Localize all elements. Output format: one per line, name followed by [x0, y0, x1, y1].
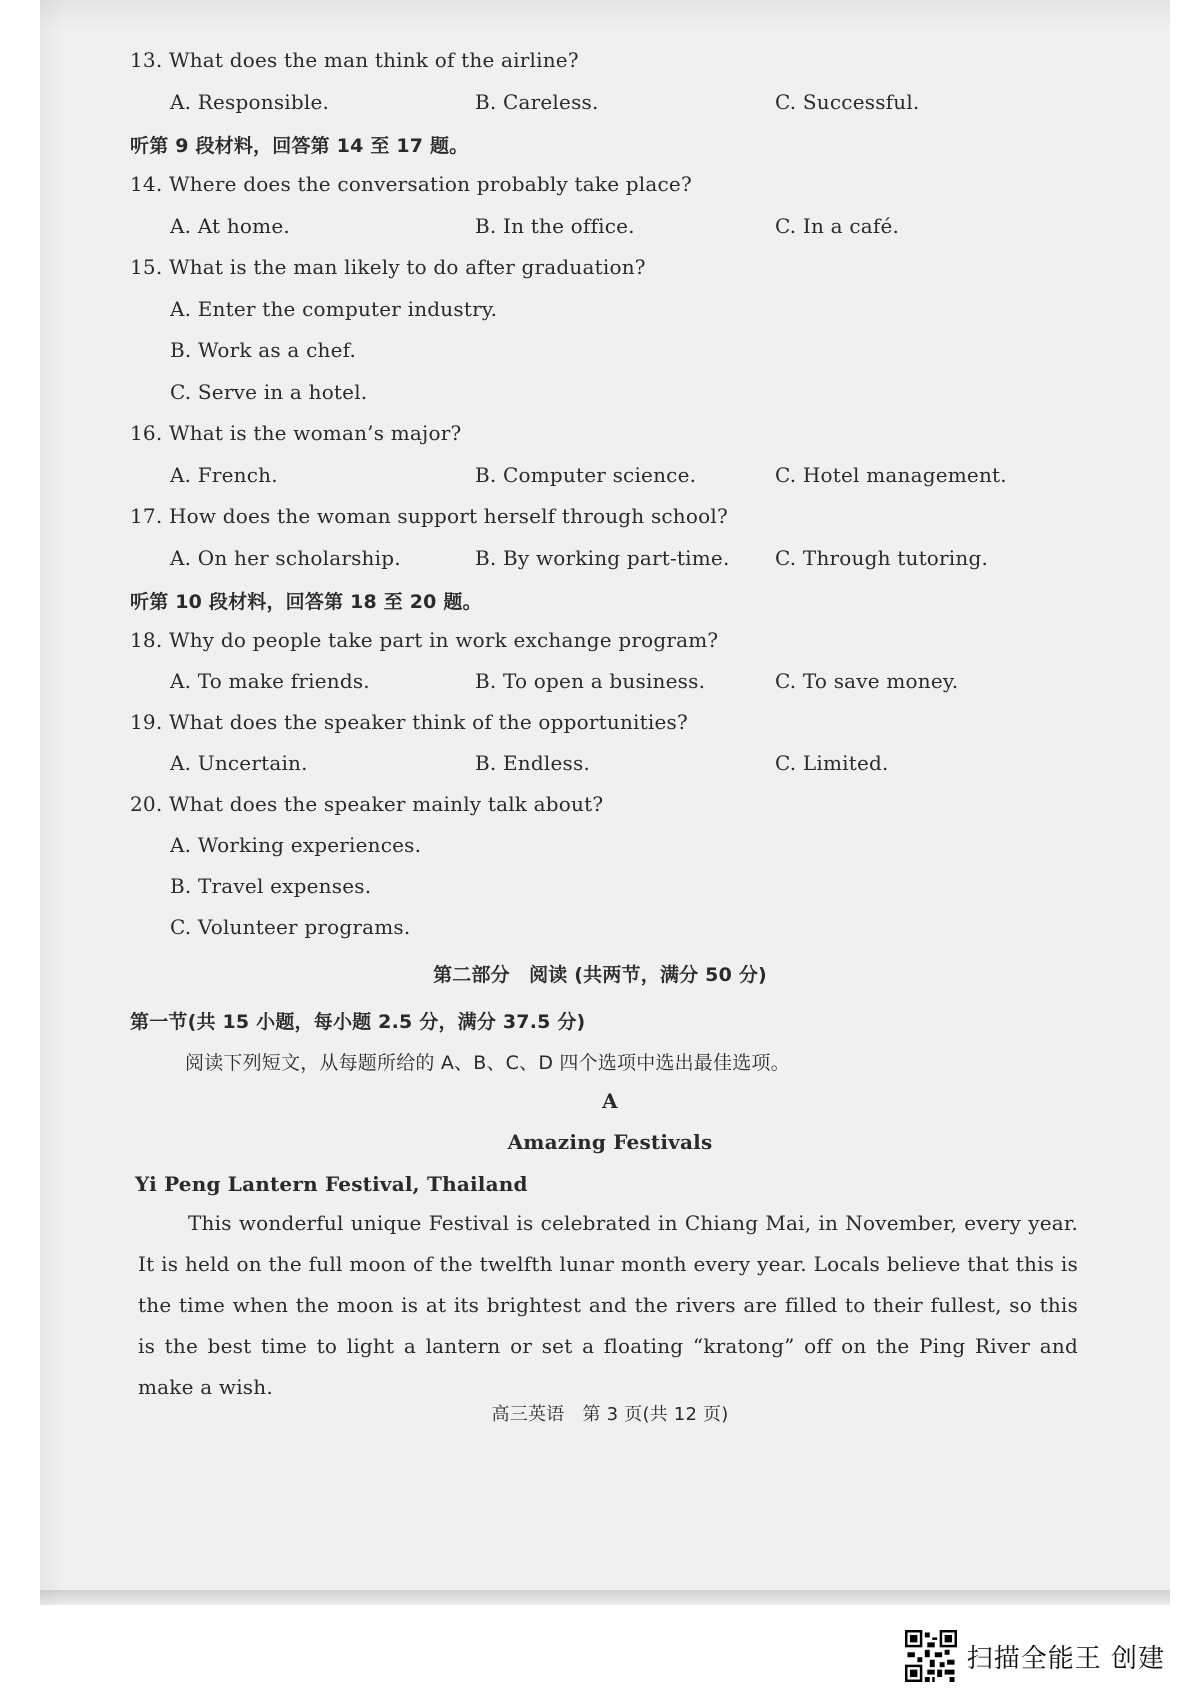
question-16-option-b: B. Computer science.: [475, 463, 697, 487]
question-15-stem: 15. What is the man likely to do after graduation?: [130, 255, 646, 279]
question-17-stem: 17. How does the woman support herself through school?: [130, 504, 728, 528]
question-15-option-b: B. Work as a chef.: [170, 338, 357, 362]
question-13-option-c: C. Successful.: [775, 90, 920, 114]
question-20-option-b: B. Travel expenses.: [170, 874, 372, 898]
passage-letter: A: [602, 1089, 618, 1113]
question-17-option-a: A. On her scholarship.: [170, 546, 401, 570]
question-18-option-b: B. To open a business.: [475, 669, 706, 693]
question-17-option-b: B. By working part-time.: [475, 546, 730, 570]
question-14-option-a: A. At home.: [170, 214, 290, 238]
page-footer: 高三英语 第 3 页(共 12 页): [491, 1404, 729, 1425]
question-19-option-b: B. Endless.: [475, 751, 591, 775]
question-14-option-b: B. In the office.: [475, 214, 635, 238]
question-20-option-a: A. Working experiences.: [170, 833, 422, 857]
question-13-stem: 13. What does the man think of the airline?: [130, 48, 579, 72]
question-20-stem: 20. What does the speaker mainly talk about?: [130, 792, 604, 816]
question-19-stem: 19. What does the speaker think of the opportunities?: [130, 710, 688, 734]
question-16-option-c: C. Hotel management.: [775, 463, 1007, 487]
section-9-instruction: 听第 9 段材料，回答第 14 至 17 题。: [130, 135, 469, 157]
reading-instruction: 阅读下列短文，从每题所给的 A、B、C、D 四个选项中选出最佳选项。: [185, 1052, 790, 1074]
question-18-option-a: A. To make friends.: [170, 669, 370, 693]
qr-code-icon: [905, 1630, 957, 1682]
question-18-stem: 18. Why do people take part in work exchange program?: [130, 628, 719, 652]
question-16-option-a: A. French.: [170, 463, 278, 487]
scanner-watermark: [905, 1630, 1165, 1682]
question-15-option-a: A. Enter the computer industry.: [170, 297, 498, 321]
question-16-stem: 16. What is the woman’s major?: [130, 421, 462, 445]
question-17-option-c: C. Through tutoring.: [775, 546, 989, 570]
question-13-option-b: B. Careless.: [475, 90, 599, 114]
watermark-text: 扫描全能王 创建: [966, 1643, 1165, 1674]
question-19-option-c: C. Limited.: [775, 751, 889, 775]
question-14-stem: 14. Where does the conversation probably take place?: [130, 172, 692, 196]
question-15-option-c: C. Serve in a hotel.: [170, 380, 368, 404]
part-2-title: 第二部分 阅读 (共两节，满分 50 分): [433, 964, 767, 986]
scan-edge-shadow: [40, 1590, 1170, 1606]
section-10-instruction: 听第 10 段材料，回答第 18 至 20 题。: [130, 591, 482, 613]
question-19-option-a: A. Uncertain.: [170, 751, 308, 775]
festival-heading: Yi Peng Lantern Festival, Thailand: [135, 1172, 528, 1196]
question-20-option-c: C. Volunteer programs.: [170, 915, 411, 939]
section-1-title: 第一节(共 15 小题，每小题 2.5 分，满分 37.5 分): [130, 1011, 586, 1033]
question-14-option-c: C. In a café.: [775, 214, 900, 238]
festival-paragraph: This wonderful unique Festival is celebrated in Chiang Mai, in November, every year. It is held on the full moon of the twelfth lunar month every year. Locals believe that this is the time when the moon is at its brightest and the rivers are filled to their fullest, so this is the best time to light a lantern or set a floating “kratong” off on the Ping River and make a wish.: [138, 1211, 1078, 1399]
question-18-option-c: C. To save money.: [775, 669, 959, 693]
passage-title: Amazing Festivals: [507, 1130, 713, 1154]
question-13-option-a: A. Responsible.: [170, 90, 330, 114]
